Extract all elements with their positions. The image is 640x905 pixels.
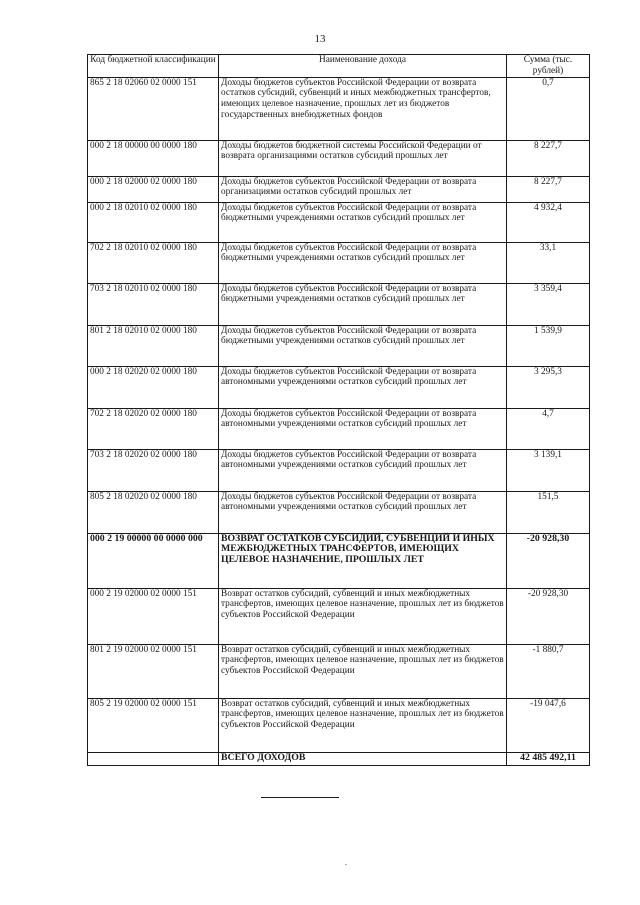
revenue-table [87, 54, 590, 766]
row-amount: -20 928,30 [507, 533, 590, 588]
table-row [88, 491, 590, 533]
total-code [88, 752, 219, 765]
table-row [88, 408, 590, 449]
header-name: Наименование дохода [219, 55, 507, 78]
row-code: 702 2 18 02010 02 0000 180 [88, 242, 219, 283]
row-code: 805 2 18 02020 02 0000 180 [88, 491, 219, 533]
table-row [88, 283, 590, 325]
row-amount: -19 047,6 [507, 698, 590, 752]
header-code: Код бюджетной классификации [88, 55, 219, 78]
row-name: Доходы бюджетов субъектов Российской Федерации от возврата автономными учреждениями остатков субсидий прошлых лет [219, 366, 507, 408]
row-code: 702 2 18 02020 02 0000 180 [88, 408, 219, 449]
row-amount: 3 295,3 [507, 366, 590, 408]
row-amount: 33,1 [507, 242, 590, 283]
row-name: Доходы бюджетов субъектов Российской Федерации от возврата бюджетными учреждениями остатков субсидий прошлых лет [219, 325, 507, 366]
row-amount: 3 139,1 [507, 449, 590, 491]
table-row [88, 140, 590, 176]
row-code: 000 2 18 00000 00 0000 180 [88, 140, 219, 176]
row-amount: 151,5 [507, 491, 590, 533]
row-code: 000 2 18 02010 02 0000 180 [88, 202, 219, 242]
table-row [88, 588, 590, 644]
row-amount: 3 359,4 [507, 283, 590, 325]
table-row [88, 242, 590, 283]
table-row [88, 698, 590, 752]
row-code: 703 2 18 02010 02 0000 180 [88, 283, 219, 325]
row-name: Доходы бюджетов субъектов Российской Федерации от возврата автономными учреждениями остатков субсидий прошлых лет [219, 491, 507, 533]
row-code: 000 2 19 02000 02 0000 151 [88, 588, 219, 644]
row-amount: 8 227,7 [507, 140, 590, 176]
table-row [88, 644, 590, 698]
row-name: Доходы бюджетов субъектов Российской Федерации от возврата бюджетными учреждениями остатков субсидий прошлых лет [219, 283, 507, 325]
page-number: 13 [314, 33, 326, 45]
row-amount: -20 928,30 [507, 588, 590, 644]
table-row [88, 366, 590, 408]
row-code: 801 2 18 02010 02 0000 180 [88, 325, 219, 366]
row-name: Доходы бюджетов субъектов Российской Федерации от возврата организациями остатков субсидий прошлых лет [219, 176, 507, 202]
row-amount: -1 880,7 [507, 644, 590, 698]
row-name: Доходы бюджетов субъектов Российской Федерации от возврата остатков субсидий, субвенций и иных межбюджетных трансфертов, имеющих целевое назначение, прошлых лет из бюджетов государственных внебюджетных фондов [219, 77, 507, 140]
table-header-row [88, 55, 590, 78]
table-row [88, 449, 590, 491]
table-row [88, 325, 590, 366]
row-amount: 4,7 [507, 408, 590, 449]
table-row [88, 533, 590, 588]
row-code: 000 2 19 00000 00 0000 000 [88, 533, 219, 588]
row-code: 865 2 18 02060 02 0000 151 [88, 77, 219, 140]
row-amount: 4 932,4 [507, 202, 590, 242]
row-amount: 8 227,7 [507, 176, 590, 202]
total-amount: 42 485 492,11 [507, 752, 590, 765]
row-amount: 1 539,9 [507, 325, 590, 366]
row-name: Доходы бюджетов субъектов Российской Федерации от возврата автономными учреждениями остатков субсидий прошлых лет [219, 449, 507, 491]
row-name: Доходы бюджетов субъектов Российской Федерации от возврата бюджетными учреждениями остатков субсидий прошлых лет [219, 202, 507, 242]
row-name: ВОЗВРАТ ОСТАТКОВ СУБСИДИЙ, СУБВЕНЦИЙ И ИНЫХ МЕЖБЮДЖЕТНЫХ ТРАНСФЕРТОВ, ИМЕЮЩИХ ЦЕЛЕВОЕ НАЗНАЧЕНИЕ, ПРОШЛЫХ ЛЕТ [219, 533, 507, 588]
row-amount: 0,7 [507, 77, 590, 140]
footer-mark: . [345, 858, 347, 867]
table-row [88, 77, 590, 140]
table-row [88, 202, 590, 242]
row-name: Возврат остатков субсидий, субвенций и иных межбюджетных трансфертов, имеющих целевое назначение, прошлых лет из бюджетов субъектов Российской Федерации [219, 644, 507, 698]
row-name: Доходы бюджетов бюджетной системы Российской Федерации от возврата организациями остатков субсидий прошлых лет [219, 140, 507, 176]
row-code: 703 2 18 02020 02 0000 180 [88, 449, 219, 491]
footer-divider [261, 797, 339, 798]
row-code: 000 2 18 02000 02 0000 180 [88, 176, 219, 202]
row-code: 805 2 19 02000 02 0000 151 [88, 698, 219, 752]
row-name: Возврат остатков субсидий, субвенций и иных межбюджетных трансфертов, имеющих целевое назначение, прошлых лет из бюджетов субъектов Российской Федерации [219, 698, 507, 752]
row-code: 801 2 19 02000 02 0000 151 [88, 644, 219, 698]
row-name: Возврат остатков субсидий, субвенций и иных межбюджетных трансфертов, имеющих целевое назначение, прошлых лет из бюджетов субъектов Российской Федерации [219, 588, 507, 644]
row-code: 000 2 18 02020 02 0000 180 [88, 366, 219, 408]
header-amount: Сумма (тыс. рублей) [507, 55, 590, 78]
total-label: ВСЕГО ДОХОДОВ [219, 752, 507, 765]
table-row [88, 176, 590, 202]
total-row [88, 752, 590, 765]
row-name: Доходы бюджетов субъектов Российской Федерации от возврата автономными учреждениями остатков субсидий прошлых лет [219, 408, 507, 449]
row-name: Доходы бюджетов субъектов Российской Федерации от возврата бюджетными учреждениями остатков субсидий прошлых лет [219, 242, 507, 283]
